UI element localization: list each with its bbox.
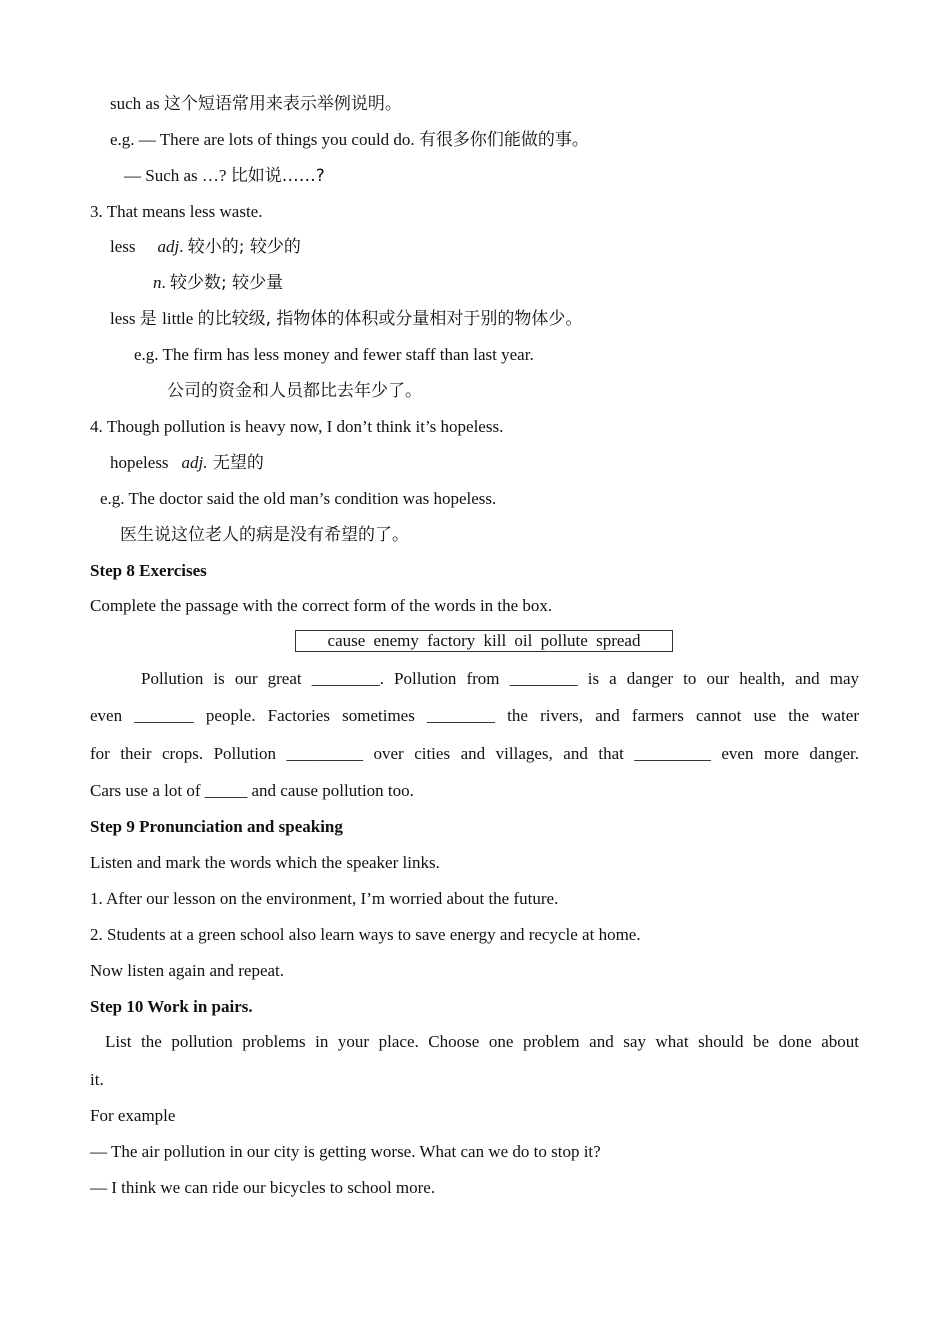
chinese-translation: 医生说这位老人的病是没有希望的了。: [120, 525, 409, 545]
dialogue-line-2: — I think we can ride our bicycles to school more.: [90, 1178, 436, 1197]
reply-text: — Such as …?: [124, 166, 231, 185]
sentence-2: 2. Students at a green school also learn ways to save energy and recycle at home.: [90, 925, 641, 944]
chinese-meaning: 较少数; 较少量: [170, 273, 284, 293]
word-little: little: [162, 309, 198, 328]
item-4-heading: 4. Though pollution is heavy now, I don’t think it’s hopeless.: [90, 417, 504, 436]
grammar-note: [110, 308, 582, 330]
example-reply: [124, 165, 325, 187]
chinese-translation: 比如说……?: [230, 166, 325, 186]
repeat-instruction: Now listen again and repeat.: [90, 961, 285, 980]
for-example-label: For example: [90, 1106, 176, 1125]
punct: .: [179, 237, 188, 256]
example-less: e.g. The firm has less money and fewer staff than last year.: [134, 345, 534, 364]
vocab-less-n: [153, 272, 283, 294]
chinese-text: 的比较级, 指物体的体积或分量相对于别的物体少。: [197, 309, 583, 329]
step-10-instructions-cont: it.: [90, 1070, 104, 1089]
chinese-meaning: 无望的: [207, 453, 264, 473]
note-such-as: [110, 93, 402, 115]
chinese-translation: 有很多你们能做的事。: [418, 130, 589, 150]
chinese-explanation: 这个短语常用来表示举例说明。: [163, 94, 402, 114]
passage-line-3: for their crops. Pollution _________ over cities and villages, and that _________ even more danger.: [90, 744, 859, 763]
step-9-heading: Step 9 Pronunciation and speaking: [90, 817, 343, 836]
example-line: [110, 129, 589, 151]
part-of-speech: n: [153, 273, 162, 292]
word-less: less: [110, 309, 140, 328]
vocab-hopeless: [110, 452, 264, 474]
example-hopeless: e.g. The doctor said the old man’s condition was hopeless.: [100, 489, 497, 508]
punct: .: [161, 273, 170, 292]
step-8-instructions: Complete the passage with the correct form of the words in the box.: [90, 596, 553, 615]
passage-line-1: Pollution is our great ________. Pollution from ________ is a danger to our health, and may: [141, 669, 859, 688]
dialogue-line-1: — The air pollution in our city is getting worse. What can we do to stop it?: [90, 1142, 601, 1161]
vocab-word: less: [110, 237, 136, 256]
chinese-translation: 公司的资金和人员都比去年少了。: [167, 381, 422, 401]
passage-line-4: Cars use a lot of _____ and cause pollution too.: [90, 781, 414, 800]
step-9-instructions: Listen and mark the words which the speaker links.: [90, 853, 440, 872]
example-text: e.g. — There are lots of things you could do.: [110, 130, 419, 149]
phrase-text: such as: [110, 94, 164, 113]
part-of-speech: adj: [157, 237, 180, 256]
vocab-less-adj: [110, 236, 301, 258]
passage-line-2: even _______ people. Factories sometimes ________ the rivers, and farmers cannot use the water: [90, 706, 859, 725]
chinese-meaning: 较小的; 较少的: [187, 237, 301, 257]
item-3-heading: 3. That means less waste.: [90, 202, 263, 221]
step-8-heading: Step 8 Exercises: [90, 561, 207, 580]
sentence-1: 1. After our lesson on the environment, I’m worried about the future.: [90, 889, 559, 908]
word-box: cause enemy factory kill oil pollute spread: [295, 630, 673, 652]
chinese-text: 是: [139, 309, 163, 329]
step-10-instructions: List the pollution problems in your place. Choose one problem and say what should be done about: [105, 1032, 859, 1051]
part-of-speech: adj.: [181, 453, 208, 472]
step-10-heading: Step 10 Work in pairs.: [90, 997, 253, 1016]
vocab-word: hopeless: [110, 453, 169, 472]
